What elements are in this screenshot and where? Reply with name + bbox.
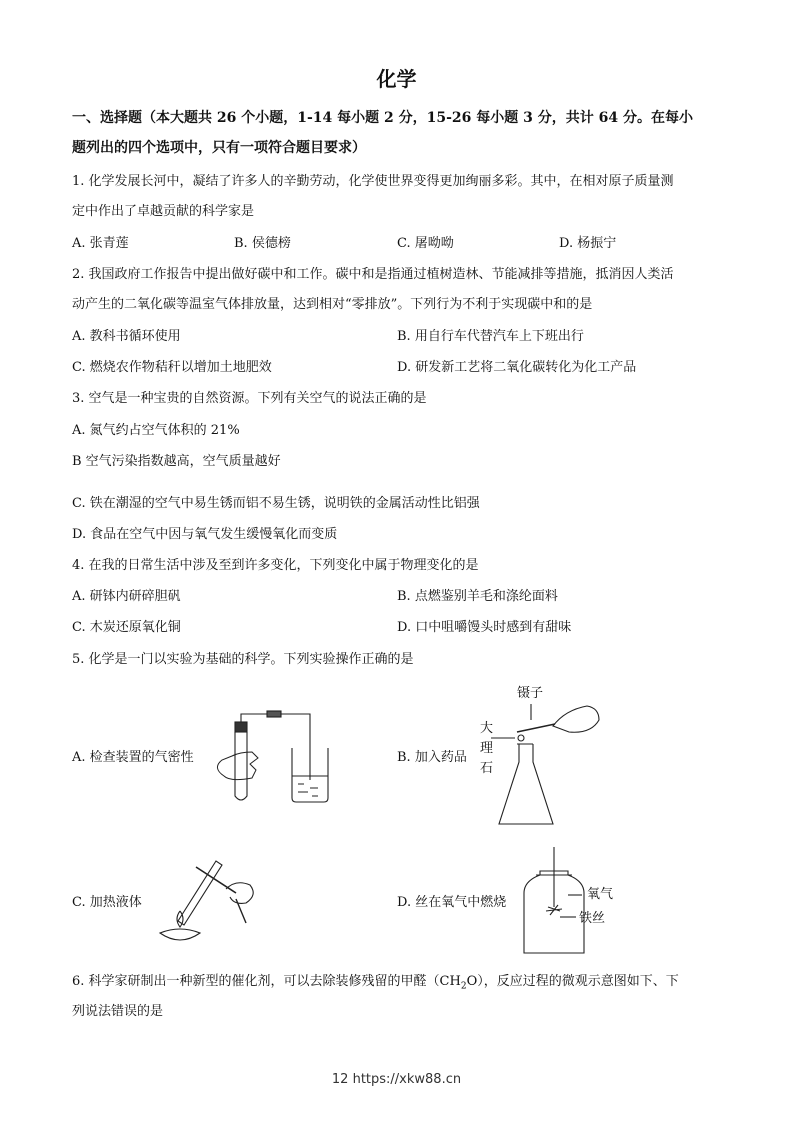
heated-test-tube: [178, 861, 222, 925]
page-title: 化学: [376, 67, 417, 91]
q5-option-c: C. 加热液体: [72, 895, 142, 910]
q5-option-a: A. 检查装置的气密性: [72, 750, 194, 765]
q4-option-c: C. 木炭还原氧化铜: [72, 620, 181, 635]
test-tube-holder: [196, 867, 236, 893]
iron-burning-figure: [520, 845, 620, 960]
q1-option-b: B. 侯德榜: [234, 236, 291, 251]
add-reagent-figure: [495, 700, 605, 830]
q1-option-d: D. 杨振宁: [559, 236, 617, 251]
q5-stem: 5. 化学是一门以实验为基础的科学。下列实验操作正确的是: [72, 652, 414, 667]
q4-option-b: B. 点燃鉴别羊毛和涤纶面料: [397, 589, 558, 604]
q2-option-d: D. 研发新工艺将二氧化碳转化为化工产品: [397, 360, 637, 375]
q6-stem-line2: 列说法错误的是: [72, 1004, 164, 1019]
q6-stem-part1: 6. 科学家研制出一种新型的催化剂，可以去除装修残留的甲醛（CH: [72, 974, 461, 989]
q3-option-b: B 空气污染指数越高，空气质量越好: [72, 454, 281, 469]
q4-stem: 4. 在我的日常生活中涉及至到许多变化，下列变化中属于物理变化的是: [72, 558, 479, 573]
q3-stem: 3. 空气是一种宝贵的自然资源。下列有关空气的说法正确的是: [72, 391, 427, 406]
hand-holding-tweezers: [553, 706, 599, 732]
holder-handle: [236, 899, 246, 923]
page-footer: 12 https://xkw88.cn: [331, 1072, 462, 1087]
test-tube: [235, 732, 247, 800]
water-marks: [298, 784, 318, 796]
q6-formula-subscript: 2: [460, 981, 467, 992]
q4-option-d: D. 口中咀嚼馒头时感到有甜味: [397, 620, 572, 635]
rubber-stopper: [235, 722, 247, 732]
q2-option-c: C. 燃烧农作物秸秆以增加土地肥效: [72, 360, 272, 375]
q5-option-b: B. 加入药品: [397, 750, 467, 765]
q1-option-a: A. 张青莲: [72, 236, 129, 251]
section-heading-line2: 题列出的四个选项中，只有一项符合题目要求）: [72, 140, 366, 156]
tweezers: [517, 724, 555, 732]
delivery-tube: [241, 714, 310, 780]
tweezers-label: 镊子: [517, 686, 544, 701]
conical-flask: [499, 744, 553, 824]
hand-holding-holder: [226, 883, 253, 904]
oxygen-label: 氧气: [587, 887, 614, 902]
alcohol-lamp: [160, 929, 200, 940]
q4-option-a: A. 研钵内研碎胆矾: [72, 589, 181, 604]
q2-stem-line1: 2. 我国政府工作报告中提出做好碳中和工作。碳中和是指通过植树造林、节能减排等措施，抵消因人类活: [72, 267, 674, 282]
q1-option-c: C. 屠呦呦: [397, 236, 454, 251]
q6-stem-line1: [72, 973, 679, 996]
q2-option-a: A. 教科书循环使用: [72, 329, 181, 344]
q2-option-b: B. 用自行车代替汽车上下班出行: [397, 329, 584, 344]
section-heading-line1: 一、选择题（本大题共 26 个小题，1-14 每小题 2 分，15-26 每小题 3 分，共计 64 分。在每小: [72, 110, 693, 126]
iron-wire-label: 铁丝: [579, 911, 606, 926]
heating-liquid-figure: [150, 855, 260, 950]
hand-holding-tube: [217, 752, 258, 780]
airtightness-apparatus-figure: [212, 708, 342, 808]
flame: [177, 911, 183, 927]
q1-stem-line2: 定中作出了卓越贡献的科学家是: [72, 204, 255, 219]
marble-label-1: 大: [480, 721, 494, 736]
q2-stem-line2: 动产生的二氧化碳等温室气体排放量，达到相对“零排放”。下列行为不利于实现碳中和的是: [72, 297, 593, 312]
rubber-tubing: [267, 711, 281, 717]
marble-label-2: 理: [480, 741, 494, 756]
q3-option-c: C. 铁在潮湿的空气中易生锈而铝不易生锈，说明铁的金属活动性比铝强: [72, 496, 480, 511]
q1-stem-line1: 1. 化学发展长河中，凝结了许多人的辛勤劳动，化学使世界变得更加绚丽多彩。其中，在相对原子质量测: [72, 174, 674, 189]
marble-label-3: 石: [480, 761, 494, 776]
q5-option-d: D. 丝在氧气中燃烧: [397, 895, 507, 910]
q6-stem-part2: O），反应过程的微观示意图如下、下: [466, 974, 679, 989]
marble-piece: [518, 735, 524, 741]
q3-option-d: D. 食品在空气中因与氧气发生缓慢氧化而变质: [72, 527, 338, 542]
q3-option-a: A. 氮气约占空气体积的 21%: [72, 423, 240, 438]
